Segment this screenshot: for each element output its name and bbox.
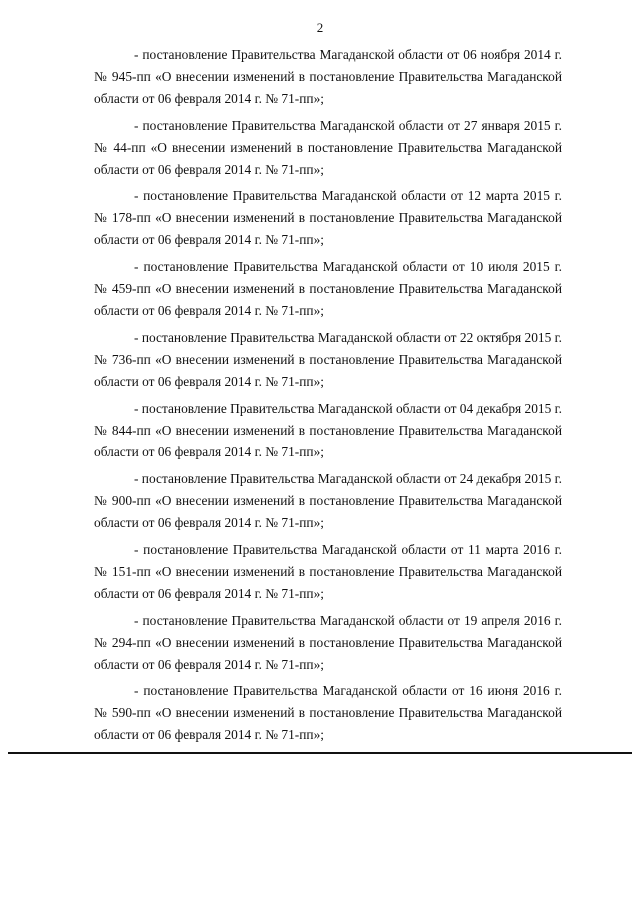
list-item: - постановление Правительства Магаданской области от 24 декабря 2015 г. № 900-пп «О внесении изменений в постановление Правительства Магаданской области от 06 февраля 2014 г. № 71-пп»; — [94, 471, 563, 531]
list-item: - постановление Правительства Магаданской области от 27 января 2015 г. № 44-пп «О внесении изменений в постановление Правительства Магаданской области от 06 февраля 2014 г. № 71-пп»; — [94, 117, 562, 177]
list-item: - постановление Правительства Магаданской области от 19 апреля 2016 г. № 294-пп «О внесении изменений в постановление Правительства Магаданской области от 06 февраля 2014 г. № 71-пп»; — [94, 612, 562, 672]
entries-list — [94, 44, 562, 751]
list-item: - постановление Правительства Магаданской области от 16 июня 2016 г. № 590-пп «О внесении изменений в постановление Правительства Магаданской области от 06 февраля 2014 г. № 71-пп»; — [94, 683, 562, 743]
list-item: - постановление Правительства Магаданской области от 04 декабря 2015 г. № 844-пп «О внесении изменений в постановление Правительства Магаданской области от 06 февраля 2014 г. № 71-пп»; — [94, 400, 563, 460]
list-item: - постановление Правительства Магаданской области от 12 марта 2015 г. № 178-пп «О внесении изменений в постановление Правительства Магаданской области от 06 февраля 2014 г. № 71-пп»; — [94, 188, 562, 248]
list-item: - постановление Правительства Магаданской области от 10 июля 2015 г. № 459-пп «О внесении изменений в постановление Правительства Магаданской области от 06 февраля 2014 г. № 71-пп»; — [94, 259, 562, 318]
list-item: - постановление Правительства Магаданской области от 22 октября 2015 г. № 736-пп «О внесении изменений в постановление Правительства Магаданской области от 06 февраля 2014 г. № 71-пп»; — [94, 329, 562, 389]
page-number: 2 — [316, 20, 324, 35]
list-item: - постановление Правительства Магаданской области от 06 ноября 2014 г. № 945-пп «О внесении изменений в постановление Правительства Магаданской области от 06 февраля 2014 г. № 71-пп»; — [94, 47, 562, 106]
list-item: - постановление Правительства Магаданской области от 11 марта 2016 г. № 151-пп «О внесении изменений в постановление Правительства Магаданской области от 06 февраля 2014 г. № 71-пп»; — [94, 542, 562, 601]
bottom-divider — [8, 752, 632, 754]
